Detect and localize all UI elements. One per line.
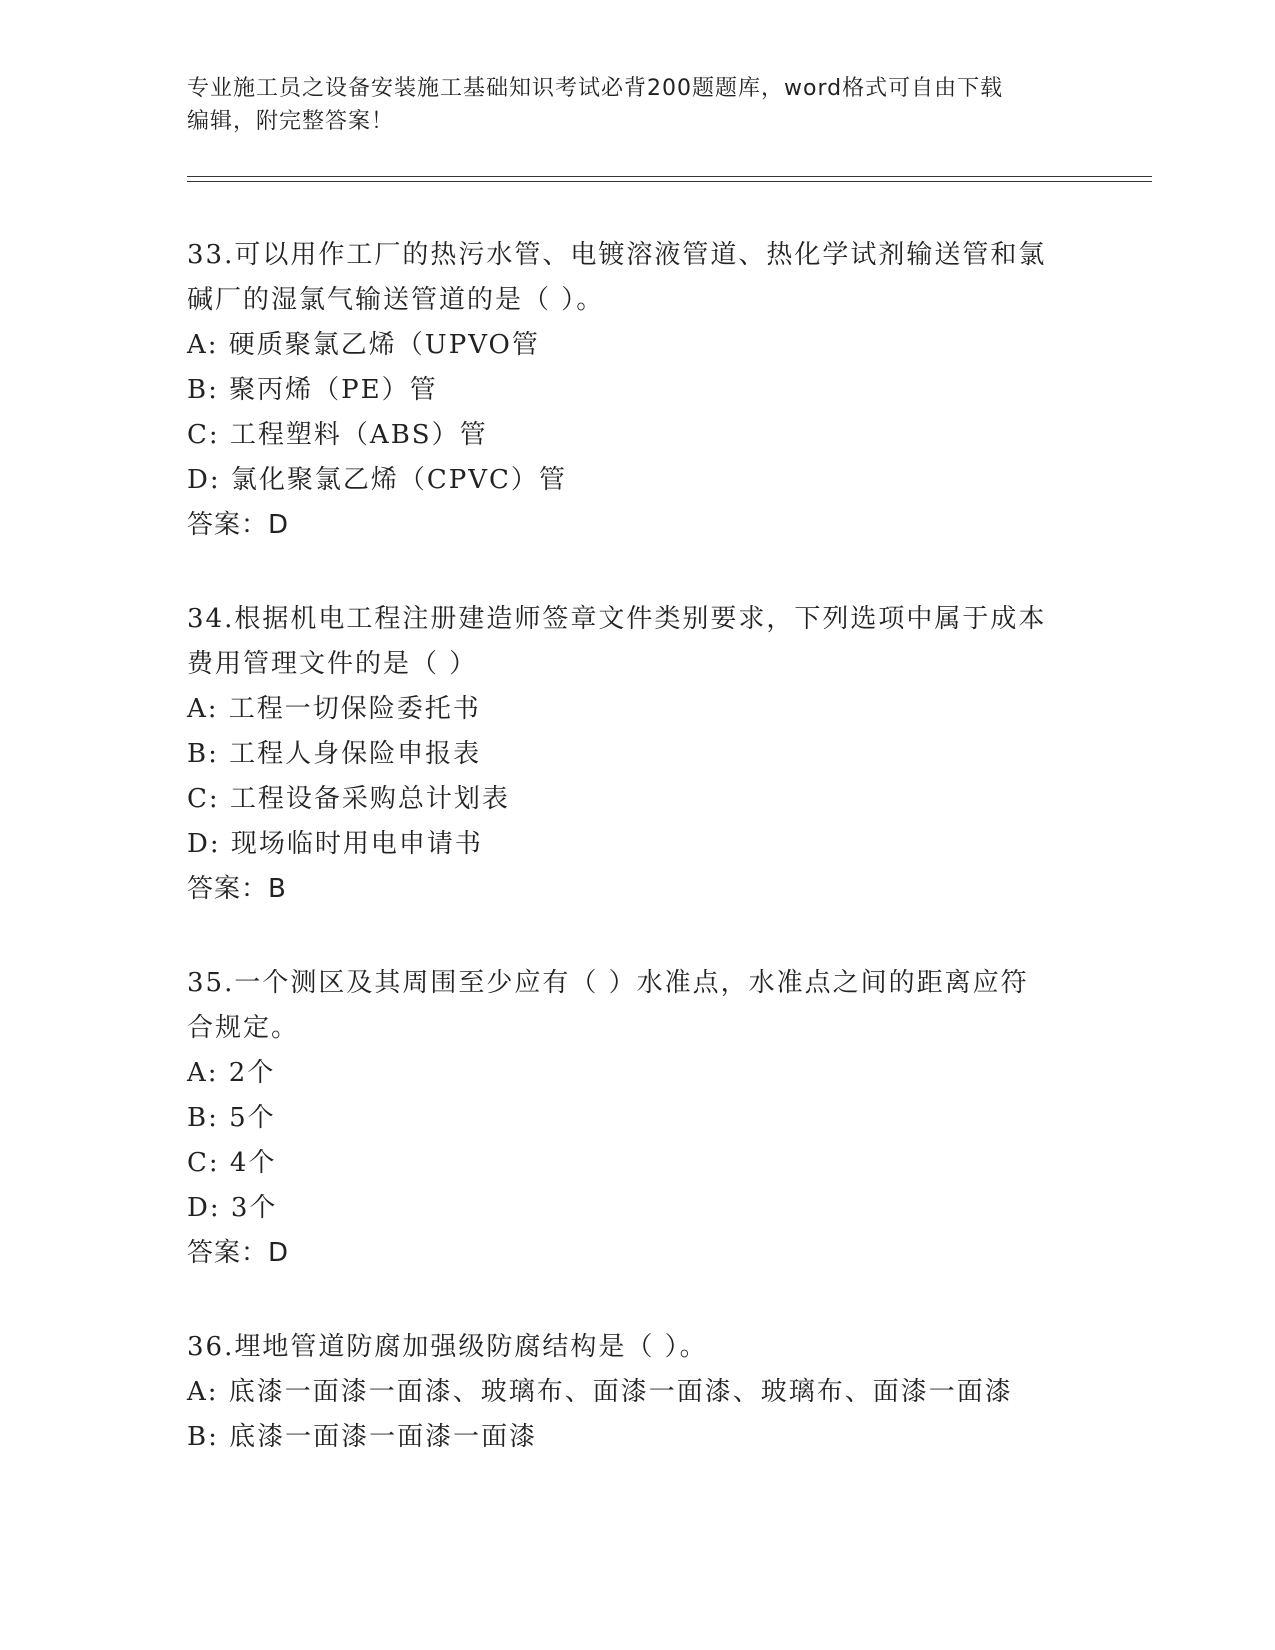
- question-33: [187, 233, 1087, 548]
- question-stem-line: 36.埋地管道防腐加强级防腐结构是（ ）。: [187, 1332, 708, 1362]
- option-b: B: 5个: [187, 1103, 276, 1133]
- question-34: [187, 597, 1087, 912]
- option-a: A: 硬质聚氯乙烯（UPVO管: [187, 330, 540, 360]
- header-divider-top: [187, 176, 1152, 177]
- option-b: B: 聚丙烯（PE）管: [187, 375, 438, 405]
- header-line-1: 专业施工员之设备安装施工基础知识考试必背200题题库，word格式可自由下载: [187, 76, 1004, 101]
- question-stem-line: 碱厂的湿氯气输送管道的是（ ）。: [187, 285, 605, 315]
- header-divider-bottom: [187, 181, 1152, 182]
- answer-line: 答案：B: [187, 874, 287, 904]
- question-stem-line: 34.根据机电工程注册建造师签章文件类别要求，下列选项中属于成本: [187, 604, 1047, 634]
- question-stem-line: 合规定。: [187, 1013, 300, 1043]
- option-b: B: 底漆一面漆一面漆一面漆: [187, 1422, 538, 1452]
- answer-line: 答案：D: [187, 510, 290, 540]
- question-stem-line: 费用管理文件的是（ ）: [187, 649, 478, 679]
- question-stem-line: 35.一个测区及其周围至少应有（ ）水准点，水准点之间的距离应符: [187, 968, 1029, 998]
- option-b: B: 工程人身保险申报表: [187, 739, 482, 769]
- answer-line: 答案：D: [187, 1238, 290, 1268]
- option-d: D: 3个: [187, 1193, 278, 1223]
- option-d: D: 现场临时用电申请书: [187, 829, 483, 859]
- option-c: C: 工程设备采购总计划表: [187, 784, 510, 814]
- question-35: [187, 961, 1087, 1276]
- option-a: A: 2个: [187, 1058, 276, 1088]
- question-stem-line: 33.可以用作工厂的热污水管、电镀溶液管道、热化学试剂输送管和氯: [187, 240, 1047, 270]
- question-36: [187, 1325, 1087, 1460]
- option-d: D: 氯化聚氯乙烯（CPVC）管: [187, 465, 567, 495]
- option-a: A: 工程一切保险委托书: [187, 694, 481, 724]
- option-c: C: 工程塑料（ABS）管: [187, 420, 488, 450]
- option-a: A: 底漆一面漆一面漆、玻璃布、面漆一面漆、玻璃布、面漆一面漆: [187, 1377, 1013, 1407]
- document-header: [187, 72, 1087, 138]
- option-c: C: 4个: [187, 1148, 277, 1178]
- header-line-2: 编辑，附完整答案！: [187, 109, 395, 134]
